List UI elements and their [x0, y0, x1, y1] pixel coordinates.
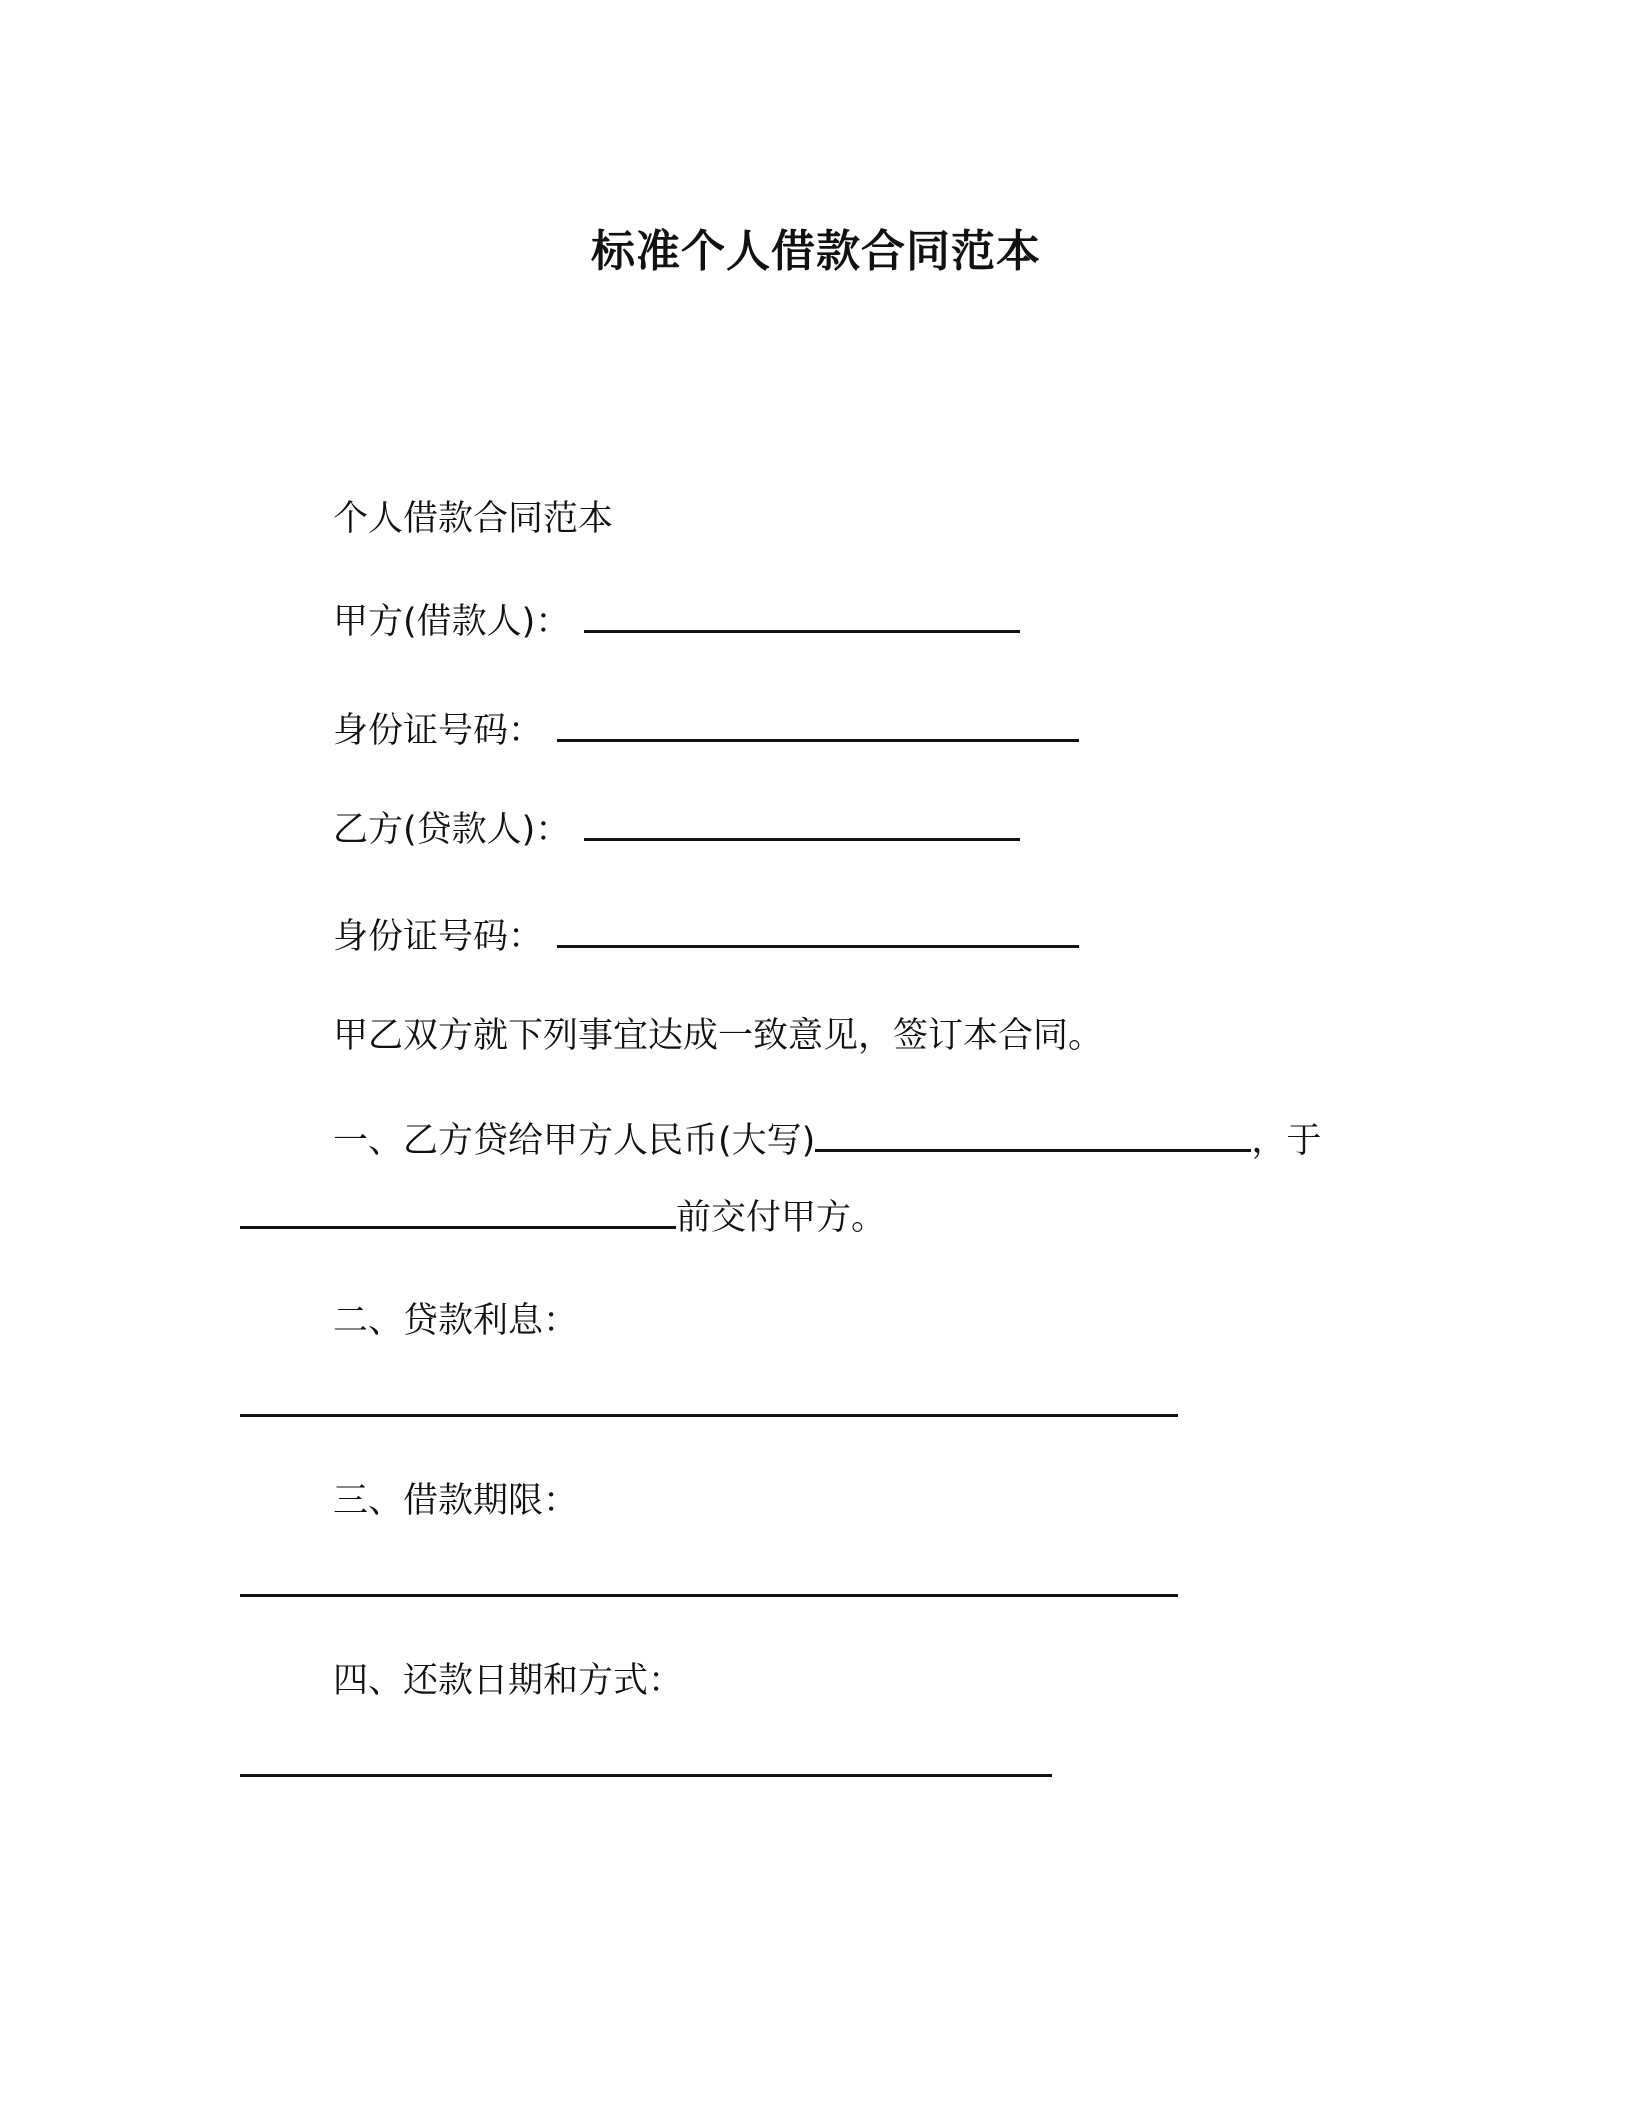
clause-1-prefix: 一、乙方贷给甲方人民币(大写)	[333, 1121, 816, 1161]
clause-1-middle: ，于	[1251, 1121, 1322, 1161]
clause-2-blank-row	[240, 1382, 1178, 1430]
clause-1-line-1	[333, 1117, 1321, 1165]
party-b-id-label: 身份证号码：	[333, 917, 544, 957]
party-a-blank	[584, 600, 1020, 633]
party-a-label: 甲方(借款人)：	[333, 602, 571, 642]
party-b-row	[333, 806, 1020, 854]
term-blank	[240, 1564, 1178, 1597]
clause-4-label: 四、还款日期和方式：	[333, 1661, 684, 1701]
party-a-id-label: 身份证号码：	[333, 711, 544, 751]
agreement-statement: 甲乙双方就下列事宜达成一致意见，签订本合同。	[333, 1016, 1104, 1056]
clause-4-blank-row	[240, 1742, 1052, 1790]
party-a-id-row	[333, 707, 1079, 755]
clause-3-label: 三、借款期限：	[333, 1481, 579, 1521]
contract-subtitle: 个人借款合同范本	[333, 499, 614, 539]
party-b-id-row	[333, 913, 1079, 961]
party-a-id-blank	[557, 709, 1079, 742]
party-b-label: 乙方(贷款人)：	[333, 810, 571, 850]
delivery-date-blank	[240, 1196, 676, 1229]
document-title: 标准个人借款合同范本	[591, 226, 1041, 277]
clause-2-label: 二、贷款利息：	[333, 1301, 579, 1341]
repayment-blank	[240, 1744, 1052, 1777]
party-a-row	[333, 598, 1020, 646]
interest-blank	[240, 1384, 1178, 1417]
clause-1-suffix: 前交付甲方。	[676, 1198, 887, 1238]
party-b-id-blank	[557, 915, 1079, 948]
party-b-blank	[584, 808, 1020, 841]
clause-3-blank-row	[240, 1562, 1178, 1610]
clause-1-line-2	[240, 1194, 886, 1242]
loan-amount-blank	[815, 1119, 1251, 1152]
